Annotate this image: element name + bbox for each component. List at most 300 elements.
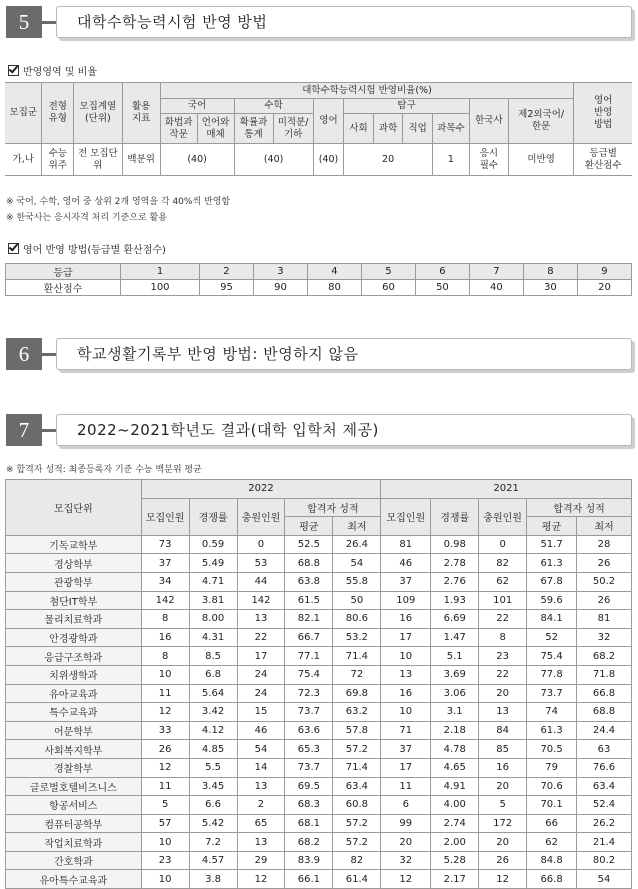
cell-min-2021: 71.8 [577,665,632,684]
cell-avg-2021: 75.4 [527,647,577,666]
cell-min-2022: 54 [333,554,381,573]
cell-extra-2022: 24 [237,684,285,703]
table-row [6,572,632,591]
header-type: 전형 유형 [42,83,74,144]
grade-cell: 3 [253,264,307,280]
cell-foreign: 미반영 [508,144,573,176]
cell-extra-2022: 14 [237,758,285,777]
header-explore: 탐구 [344,99,470,114]
cell-avg-2022: 75.4 [285,665,333,684]
table-row [6,758,632,777]
header-comp-2021: 경쟁률 [431,498,479,535]
cell-unit-name: 항공서비스 [6,796,142,815]
cell-avg-2021: 67.8 [527,572,577,591]
header-extra-2021: 충원인원 [479,498,527,535]
cell-comp-2022: 5.64 [189,684,237,703]
cell-recruit-2021: 12 [381,870,431,889]
cell-recruit-2021: 6 [381,796,431,815]
score-cell: 95 [200,280,254,296]
section-connector [42,429,56,432]
note-top2: ※ 국어, 수학, 영어 중 상위 2개 영역을 각 40%씩 반영함 [6,197,231,207]
cell-min-2021: 63.4 [577,777,632,796]
cell-min-2021: 21.4 [577,833,632,852]
cell-recruit-2022: 142 [141,591,189,610]
cell-avg-2021: 73.7 [527,684,577,703]
cell-min-2022: 57.2 [333,814,381,833]
cell-comp-2022: 6.8 [189,665,237,684]
cell-min-2022: 53.2 [333,628,381,647]
cell-comp-2021: 0.98 [431,535,479,554]
cell-recruit-2022: 16 [141,628,189,647]
cell-extra-2021: 5 [479,796,527,815]
grade-cell: 2 [200,264,254,280]
cell-unit: 전 모집단위 [74,144,123,176]
cell-avg-2021: 62 [527,833,577,852]
section-number: 7 [6,414,42,446]
cell-recruit-2022: 8 [141,647,189,666]
cell-avg-2022: 72.3 [285,684,333,703]
grade-cell: 6 [415,264,469,280]
cell-min-2021: 68.8 [577,703,632,722]
cell-extra-2021: 0 [479,535,527,554]
cell-extra-2022: 29 [237,851,285,870]
grade-label: 등급 [6,264,121,280]
cell-recruit-2021: 16 [381,610,431,629]
cell-recruit-2022: 37 [141,554,189,573]
cell-min-2022: 55.8 [333,572,381,591]
cell-recruit-2021: 37 [381,740,431,759]
cell-recruit-2021: 99 [381,814,431,833]
cell-extra-2021: 12 [479,870,527,889]
cell-min-2022: 57.8 [333,721,381,740]
cell-comp-2022: 8.5 [189,647,237,666]
score-cell: 30 [523,280,577,296]
cell-min-2022: 61.4 [333,870,381,889]
csat-ratio-table [5,82,632,176]
cell-subject-count: 1 [432,144,469,176]
cell-extra-2021: 26 [479,851,527,870]
section-title: 대학수학능력시험 반영 방법 [77,13,268,31]
cell-min-2021: 80.2 [577,851,632,870]
cell-min-2021: 63 [577,740,632,759]
cell-extra-2021: 22 [479,665,527,684]
cell-extra-2021: 8 [479,628,527,647]
cell-recruit-2022: 10 [141,665,189,684]
table-row [6,740,632,759]
header-foreign: 제2외국어/ 한문 [508,99,573,144]
header-score-2021: 합격자 성적 [527,498,632,517]
cell-recruit-2021: 32 [381,851,431,870]
cell-comp-2021: 2.17 [431,870,479,889]
cell-recruit-2022: 10 [141,870,189,889]
cell-history: 응시 필수 [469,144,508,176]
cell-recruit-2021: 16 [381,684,431,703]
cell-comp-2022: 8.00 [189,610,237,629]
cell-comp-2021: 1.93 [431,591,479,610]
cell-avg-2022: 68.2 [285,833,333,852]
header-recruit-2021: 모집인원 [381,498,431,535]
cell-recruit-2021: 17 [381,758,431,777]
cell-unit-name: 치위생학과 [6,665,142,684]
section-connector [42,21,56,24]
cell-comp-2021: 4.78 [431,740,479,759]
cell-min-2021: 26 [577,591,632,610]
header-avg-2022: 평균 [285,517,333,536]
cell-min-2021: 81 [577,610,632,629]
cell-min-2022: 71.4 [333,758,381,777]
header-min-2022: 최저 [333,517,381,536]
score-cell: 90 [253,280,307,296]
section-title-box [56,414,632,446]
cell-avg-2022: 52.5 [285,535,333,554]
cell-comp-2021: 2.74 [431,814,479,833]
cell-unit-name: 안경광학과 [6,628,142,647]
cell-comp-2021: 1.47 [431,628,479,647]
cell-avg-2021: 66 [527,814,577,833]
cell-min-2022: 69.8 [333,684,381,703]
cell-recruit-2021: 37 [381,572,431,591]
header-year-2022: 2022 [141,480,381,499]
cell-type: 수능 위주 [42,144,74,176]
header-social: 사회 [344,114,374,144]
cell-extra-2021: 85 [479,740,527,759]
cell-recruit-2021: 11 [381,777,431,796]
cell-avg-2022: 82.1 [285,610,333,629]
section-6-header [6,338,632,370]
cell-comp-2022: 4.31 [189,628,237,647]
cell-min-2021: 54 [577,870,632,889]
section-connector [42,353,56,356]
header-recruit-2022: 모집인원 [141,498,189,535]
section-title: 2022~2021학년도 결과(대학 입학처 제공) [77,421,379,439]
cell-extra-2022: 2 [237,796,285,815]
score-cell: 100 [121,280,200,296]
cell-recruit-2022: 11 [141,684,189,703]
cell-avg-2021: 84.8 [527,851,577,870]
cell-recruit-2022: 5 [141,796,189,815]
table-row [6,870,632,889]
cell-comp-2021: 3.69 [431,665,479,684]
grade-row [6,264,632,280]
cell-avg-2022: 63.6 [285,721,333,740]
cell-comp-2021: 3.1 [431,703,479,722]
cell-unit-name: 응급구조학과 [6,647,142,666]
header-science: 과학 [373,114,403,144]
cell-unit-name: 사회복지학부 [6,740,142,759]
table-row [6,610,632,629]
note-history: ※ 한국사는 응시자격 처리 기준으로 활용 [6,213,167,223]
cell-recruit-2022: 23 [141,851,189,870]
cell-avg-2021: 74 [527,703,577,722]
cell-avg-2021: 51.7 [527,535,577,554]
cell-avg-2022: 73.7 [285,758,333,777]
cell-avg-2022: 63.8 [285,572,333,591]
cell-avg-2022: 68.8 [285,554,333,573]
cell-comp-2021: 2.78 [431,554,479,573]
cell-avg-2021: 59.6 [527,591,577,610]
cell-extra-2022: 15 [237,703,285,722]
cell-comp-2022: 3.81 [189,591,237,610]
cell-comp-2021: 5.28 [431,851,479,870]
cell-avg-2022: 66.7 [285,628,333,647]
cell-avg-2021: 52 [527,628,577,647]
cell-extra-2022: 65 [237,814,285,833]
score-cell: 50 [415,280,469,296]
cell-min-2022: 57.2 [333,833,381,852]
cell-unit-name: 작업치료학과 [6,833,142,852]
checkbox-icon [8,243,19,254]
cell-min-2021: 26.2 [577,814,632,833]
cell-recruit-2022: 12 [141,758,189,777]
cell-min-2022: 72 [333,665,381,684]
header-korean: 국어 [160,99,234,114]
cell-comp-2022: 5.5 [189,758,237,777]
header-index: 활용 지표 [122,83,160,144]
section-number: 5 [6,6,42,38]
cell-english: (40) [313,144,344,176]
cell-comp-2022: 5.42 [189,814,237,833]
header-probability: 확률과 통계 [234,114,273,144]
cell-eng-method: 등급별 환산점수 [574,144,632,176]
cell-extra-2022: 17 [237,647,285,666]
cell-comp-2021: 2.18 [431,721,479,740]
cell-recruit-2022: 33 [141,721,189,740]
cell-comp-2022: 0.59 [189,535,237,554]
subheading-english-method [8,241,166,256]
score-cell: 40 [469,280,523,296]
cell-comp-2022: 3.42 [189,703,237,722]
cell-min-2022: 71.4 [333,647,381,666]
cell-extra-2022: 24 [237,665,285,684]
cell-unit-name: 관광학부 [6,572,142,591]
header-english: 영어 [313,99,344,144]
header-unit: 모집단위 [6,480,142,536]
header-min-2021: 최저 [577,517,632,536]
cell-unit-name: 물리치료학과 [6,610,142,629]
cell-avg-2022: 77.1 [285,647,333,666]
cell-extra-2021: 20 [479,833,527,852]
cell-unit-name: 경찰학부 [6,758,142,777]
note-score-basis: ※ 합격자 성적: 최종등록자 기준 수능 백분위 평균 [6,465,202,475]
cell-recruit-2022: 12 [141,703,189,722]
header-avg-2021: 평균 [527,517,577,536]
cell-recruit-2021: 20 [381,833,431,852]
header-unit: 모집계열 (단위) [74,83,123,144]
english-grade-table [5,263,632,296]
cell-mojip: 가,나 [5,144,42,176]
table-row [6,777,632,796]
header-vocational: 직업 [403,114,433,144]
subheading-text: 반영영역 및 비율 [23,67,97,78]
section-title-box [56,6,632,38]
cell-avg-2021: 70.5 [527,740,577,759]
cell-avg-2021: 70.6 [527,777,577,796]
cell-extra-2022: 0 [237,535,285,554]
cell-comp-2022: 7.2 [189,833,237,852]
cell-comp-2022: 3.45 [189,777,237,796]
cell-comp-2021: 4.91 [431,777,479,796]
cell-recruit-2021: 109 [381,591,431,610]
cell-extra-2021: 62 [479,572,527,591]
cell-extra-2022: 22 [237,628,285,647]
table-row [6,591,632,610]
cell-recruit-2021: 13 [381,665,431,684]
cell-korean: (40) [160,144,234,176]
table-row [6,684,632,703]
cell-min-2021: 28 [577,535,632,554]
cell-avg-2022: 68.1 [285,814,333,833]
table-row [6,814,632,833]
table-row [6,665,632,684]
subheading-reflect-ratio [8,63,97,78]
table-row [6,628,632,647]
cell-recruit-2022: 73 [141,535,189,554]
cell-avg-2022: 65.3 [285,740,333,759]
cell-extra-2021: 20 [479,777,527,796]
cell-unit-name: 글로벌호텔비즈니스 [6,777,142,796]
cell-comp-2022: 3.8 [189,870,237,889]
cell-extra-2022: 54 [237,740,285,759]
table-row [6,647,632,666]
cell-recruit-2021: 81 [381,535,431,554]
cell-avg-2021: 77.8 [527,665,577,684]
header-history: 한국사 [469,99,508,144]
section-5-header [6,6,632,38]
cell-comp-2021: 4.65 [431,758,479,777]
cell-min-2021: 50.2 [577,572,632,591]
header-year-2021: 2021 [381,480,632,499]
cell-min-2021: 76.6 [577,758,632,777]
cell-unit-name: 간호학과 [6,851,142,870]
grade-cell: 4 [307,264,361,280]
cell-avg-2022: 83.9 [285,851,333,870]
cell-comp-2021: 2.76 [431,572,479,591]
cell-min-2022: 60.8 [333,796,381,815]
table-row [6,721,632,740]
cell-avg-2022: 73.7 [285,703,333,722]
cell-unit-name: 특수교육과 [6,703,142,722]
cell-unit-name: 첨단IT학부 [6,591,142,610]
cell-avg-2022: 66.1 [285,870,333,889]
cell-avg-2022: 69.5 [285,777,333,796]
header-csat-ratio: 대학수학능력시험 반영비율(%) [160,83,574,99]
cell-recruit-2021: 71 [381,721,431,740]
cell-recruit-2022: 11 [141,777,189,796]
cell-min-2022: 80.6 [333,610,381,629]
results-body [6,535,632,888]
header-language-media: 언어와 매체 [197,114,234,144]
cell-min-2021: 26 [577,554,632,573]
cell-unit-name: 어문학부 [6,721,142,740]
cell-unit-name: 유아특수교육과 [6,870,142,889]
cell-avg-2022: 61.5 [285,591,333,610]
cell-min-2022: 82 [333,851,381,870]
header-calculus: 미적분/ 기하 [273,114,313,144]
cell-extra-2022: 12 [237,870,285,889]
cell-min-2022: 26.4 [333,535,381,554]
cell-comp-2021: 3.06 [431,684,479,703]
cell-extra-2021: 172 [479,814,527,833]
table-row [6,796,632,815]
cell-min-2021: 52.4 [577,796,632,815]
cell-recruit-2022: 26 [141,740,189,759]
cell-min-2021: 24.4 [577,721,632,740]
cell-comp-2021: 5.1 [431,647,479,666]
section-7-header [6,414,632,446]
cell-index: 백분위 [122,144,160,176]
cell-extra-2022: 46 [237,721,285,740]
section-number: 6 [6,338,42,370]
cell-extra-2022: 142 [237,591,285,610]
cell-extra-2021: 82 [479,554,527,573]
cell-unit-name: 기독교학부 [6,535,142,554]
cell-extra-2021: 20 [479,684,527,703]
cell-extra-2022: 44 [237,572,285,591]
cell-extra-2021: 16 [479,758,527,777]
header-extra-2022: 충원인원 [237,498,285,535]
section-title-box [56,338,632,370]
cell-min-2021: 32 [577,628,632,647]
score-cell: 20 [577,280,631,296]
table-row [6,833,632,852]
grade-cell: 7 [469,264,523,280]
header-math: 수학 [234,99,313,114]
cell-extra-2022: 13 [237,610,285,629]
cell-extra-2022: 13 [237,777,285,796]
cell-extra-2021: 101 [479,591,527,610]
cell-avg-2022: 68.3 [285,796,333,815]
score-row [6,280,632,296]
subheading-text: 영어 반영 방법(등급별 환산점수) [23,245,166,256]
cell-min-2022: 50 [333,591,381,610]
header-comp-2022: 경쟁률 [189,498,237,535]
cell-recruit-2021: 17 [381,628,431,647]
header-eng-method: 영어 반영 방법 [574,83,632,144]
cell-recruit-2022: 8 [141,610,189,629]
cell-min-2022: 57.2 [333,740,381,759]
cell-min-2022: 63.2 [333,703,381,722]
checkbox-icon [8,65,19,76]
cell-avg-2021: 84.1 [527,610,577,629]
table-row [6,851,632,870]
cell-unit-name: 경상학부 [6,554,142,573]
results-table [5,479,632,889]
cell-comp-2021: 6.69 [431,610,479,629]
cell-avg-2021: 66.8 [527,870,577,889]
cell-extra-2021: 23 [479,647,527,666]
cell-comp-2022: 6.6 [189,796,237,815]
header-subject-count: 과목수 [432,114,469,144]
cell-min-2021: 66.8 [577,684,632,703]
cell-extra-2021: 84 [479,721,527,740]
table-row [6,535,632,554]
header-speech-writing: 화법과 작문 [160,114,197,144]
score-cell: 80 [307,280,361,296]
cell-explore: 20 [344,144,433,176]
cell-avg-2021: 61.3 [527,554,577,573]
cell-extra-2021: 13 [479,703,527,722]
cell-comp-2022: 4.12 [189,721,237,740]
header-score-2022: 합격자 성적 [285,498,381,517]
table-row [6,703,632,722]
header-mojip: 모집군 [5,83,42,144]
grade-cell: 8 [523,264,577,280]
cell-avg-2021: 61.3 [527,721,577,740]
cell-min-2021: 68.2 [577,647,632,666]
cell-math: (40) [234,144,313,176]
cell-comp-2022: 4.85 [189,740,237,759]
cell-recruit-2022: 10 [141,833,189,852]
